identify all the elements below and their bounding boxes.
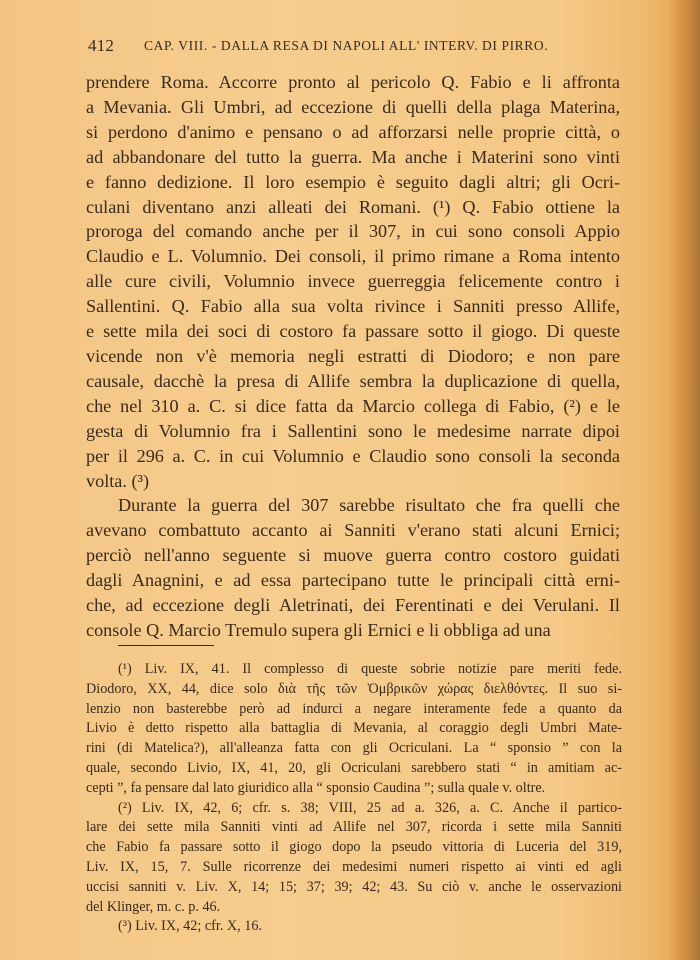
body-line: perciò nell'anno seguente si muove guerra contro costoro guidati [86, 545, 620, 566]
footnote-line: uccisi sanniti v. Liv. X, 14; 15; 37; 39; 42; 43. Su ciò v. anche le osservazioni [86, 878, 622, 895]
running-head: CAP. VIII. - DALLA RESA DI NAPOLI ALL' INTERV. DI PIRRO. [144, 38, 549, 53]
body-line: vicende non v'è memoria negli estratti di Diodoro; e non pare [86, 345, 620, 366]
footnote-line: del Klinger, m. c. p. 46. [86, 898, 221, 915]
footnote-line: (¹) Liv. IX, 41. Il complesso di queste sobrie notizie pare meriti fede. [118, 661, 622, 677]
footnote-line: (²) Liv. IX, 42, 6; cfr. s. 38; VIII, 25 ad a. 326, a. C. Anche il partico- [118, 799, 622, 816]
body-line: Sallentini. Q. Fabio alla sua volta rivince i Sanniti presso Allife, [86, 296, 620, 317]
body-line: prendere Roma. Accorre pronto al pericolo Q. Fabio e li affronta [86, 72, 620, 92]
body-line: e fanno dedizione. Il loro esempio è seguito dagli altri; gli Ocri- [86, 171, 620, 192]
footnote-separator [118, 645, 214, 646]
body-line: alle cure civili, Volumnio invece guerreggia felicemente contro i [86, 271, 620, 292]
body-line: gesta di Volumnio fra i Sallentini sono le medesime narrate dipoi [86, 420, 620, 441]
body-line: che nel 310 a. C. si dice fatta da Marcio collega di Fabio, (²) e le [86, 395, 620, 416]
footnote-line: rini (di Matelica?), all'alleanza fatta con gli Ocriculani. La “ sponsio ” con la [86, 740, 622, 757]
body-line: Durante la guerra del 307 sarebbe risultato che fra quelli che [118, 495, 620, 516]
body-text [86, 70, 620, 643]
footnote-line: cepti ”, fa pensare dal lato giuridico alla “ sponsio Caudina ”; sulla quale v. oltre. [86, 779, 546, 796]
body-line: a Mevania. Gli Umbri, ad eccezione di quelli della plaga Materina, [86, 96, 620, 117]
page-header [88, 36, 628, 58]
footnote-line: quale, secondo Livio, IX, 41, 20, gli Ocriculani sarebbero stati “ in amitiam ac- [86, 759, 622, 776]
page-edge-shadow [668, 0, 700, 960]
footnote-line: Liv. IX, 15, 7. Sulle ricorrenze dei medesimi numeri rispetto ai vinti ed agli [86, 858, 622, 875]
body-line: Claudio e L. Volumnio. Dei consoli, il primo rimane a Roma intento [86, 246, 620, 267]
footnote-line: (³) Liv. IX, 42; cfr. X, 16. [118, 918, 262, 935]
body-line: che, ad eccezione degli Aletrinati, dei Ferentinati e dei Verulani. Il [86, 595, 620, 616]
body-line: culani diventano anzi alleati dei Romani. (¹) Q. Fabio ottiene la [86, 196, 620, 217]
footnote-line: Diodoro, XX, 44, dice solo διὰ τῆς τῶν Ὀμβρικῶν χώρας διελθόντες. Il suo si- [86, 680, 622, 697]
footnote-line: lare dei sette mila Sanniti vinti ad Allife nel 307, ricorda i sette mila Sanniti [86, 819, 622, 836]
body-line: ad abbandonare del tutto la guerra. Ma anche i Materini sono vinti [86, 146, 620, 167]
body-line: dagli Anagnini, e ad essa partecipano tutte le principali città erni- [86, 570, 620, 591]
body-line: si perdono d'animo e pensano o ad afforzarsi nelle proprie città, o [86, 121, 620, 142]
footnote-line: che Fabio fa passare sotto il giogo dopo la pseudo vittoria di Luceria del 319, [86, 839, 622, 856]
body-line: volta. (³) [86, 470, 150, 491]
body-line: e sette mila dei soci di costoro fa passare sotto il giogo. Di queste [86, 321, 620, 342]
footnote-line: lenzio non basterebbe però ad indurci a negare interamente fede a quanto da [86, 700, 622, 717]
footnotes [86, 660, 622, 937]
body-line: per il 296 a. C. in cui Volumnio e Claudio sono consoli la seconda [86, 445, 620, 466]
page-number: 412 [88, 36, 115, 55]
body-line: causale, dacchè la presa di Allife sembra la duplicazione di quella, [86, 370, 620, 391]
footnote-line: Livio è detto rispetto alla battaglia di Mevania, al coraggio degli Umbri Mate- [86, 720, 622, 737]
body-line: proroga del comando anche per il 307, in cui sono consoli Appio [86, 221, 620, 242]
body-line: avevano combattuto accanto ai Sanniti v'erano stati alcuni Ernici; [86, 520, 620, 541]
body-line: console Q. Marcio Tremulo supera gli Ernici e li obbliga ad una [86, 619, 551, 640]
